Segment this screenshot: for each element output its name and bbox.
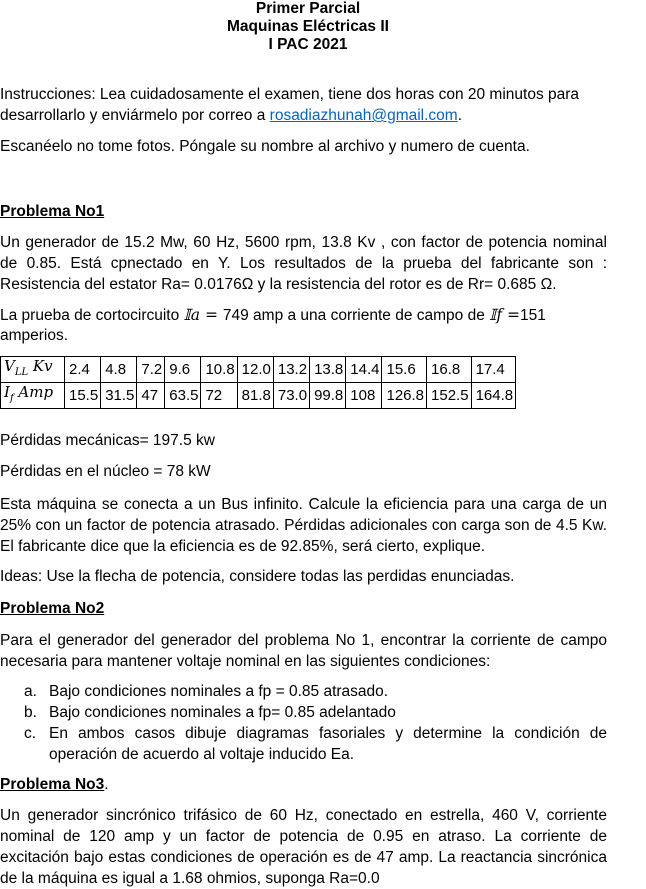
table-cell: 13.8 <box>310 357 346 383</box>
problem1-description: Un generador de 15.2 Mw, 60 Hz, 5600 rpm, 13.8 Kv , con factor de potencia nominal de 0.85. Está cpnectado en Y. Los resultados de la prueba del fabricante son : Resistencia del estator Ra= 0.0176Ω y la resistencia del rotor es de Rr= 0.685 Ω. <box>0 234 607 293</box>
list-item-label: b. <box>24 704 37 721</box>
short-circuit-text-a: La prueba de cortocircuito <box>0 307 184 324</box>
table-cell: 2.4 <box>65 357 101 383</box>
short-circuit-text-c: 151 <box>520 307 546 324</box>
table-cell: 81.8 <box>237 383 273 409</box>
email-link[interactable]: rosadiazhunah@gmail.com <box>269 107 458 124</box>
table-cell: 152.5 <box>427 383 472 409</box>
problem3-heading <box>0 776 109 794</box>
short-circuit-line <box>0 306 546 325</box>
list-item-label: c. <box>24 725 37 742</box>
table-cell: 99.8 <box>310 383 346 409</box>
instructions-line2-prefix: desarrollarlo y enviármelo por correo a <box>0 107 270 124</box>
row-header-voltage: $V_{LL}$ Kv <box>1 357 65 383</box>
problem2-intro: Para el generador del generador del problema No 1, encontrar la corriente de campo necesaria para mantener voltaje nominal en las siguientes condiciones: <box>0 632 607 670</box>
table-cell: 15.5 <box>65 383 101 409</box>
table-cell: 4.8 <box>101 357 137 383</box>
table-cell: 16.8 <box>427 357 472 383</box>
problem1-question: Esta máquina se conecta a un Bus infinito. Calcule la eficiencia para una carga de un 25% con un factor de potencia atrasado. Pérdidas adicionales con carga son de 4.5 Kw. El fabricante dice que la eficiencia es de 92.85%, será cierto, explique. <box>0 496 607 555</box>
problem3-title-suffix: . <box>104 776 109 793</box>
if-symbol: 𝕀f = <box>489 306 521 324</box>
table-row-current <box>1 383 516 409</box>
instructions-line1: Instrucciones: Lea cuidadosamente el examen, tiene dos horas con 20 minutos para <box>0 86 580 103</box>
instructions-line3: Escanéelo no tome fotos. Póngale su nombre al archivo y numero de cuenta. <box>0 138 530 155</box>
table-cell: 164.8 <box>471 383 516 409</box>
problem2-title: Problema No2 <box>0 600 105 617</box>
table-cell: 10.8 <box>201 357 237 383</box>
table-cell: 7.2 <box>137 357 165 383</box>
term-label: I PAC 2021 <box>268 36 348 53</box>
list-item-label: a. <box>24 683 37 700</box>
table-cell: 12.0 <box>237 357 273 383</box>
list-item-text: Bajo condiciones nominales a fp = 0.85 atrasado. <box>49 683 389 700</box>
table-cell: 17.4 <box>471 357 516 383</box>
problem1-ideas: Ideas: Use la flecha de potencia, considere todas las perdidas enunciadas. <box>0 568 515 585</box>
problem3-title: Problema No3 <box>0 776 105 793</box>
list-item-text: En ambos casos dibuje diagramas fasoriales y determine la condición de <box>49 725 607 742</box>
table-cell: 31.5 <box>101 383 137 409</box>
short-circuit-line2: amperios. <box>0 327 69 344</box>
table-cell: 108 <box>346 383 382 409</box>
course-name: Maquinas Eléctricas II <box>227 18 389 35</box>
row-header-current: $I_f$ Amp <box>1 383 65 409</box>
exam-title: Primer Parcial <box>255 0 361 17</box>
table-cell: 9.6 <box>165 357 201 383</box>
instructions-line2-suffix: . <box>457 107 463 124</box>
problem3-description: Un generador sincrónico trifásico de 60 Hz, conectado en estrella, 460 V, corriente nominal de 120 amp y un factor de potencia de 0.95 en atraso. La corriente de excitación bajo estas condiciones de operación es de 47 amp. La reactancia sincrónica de la máquina es igual a 1.68 ohmios, suponga Ra=0.0 <box>0 807 607 887</box>
instructions-line2 <box>0 107 462 125</box>
table-cell: 72 <box>201 383 237 409</box>
list-item-text: operación de acuerdo al voltaje inducido Ea. <box>49 746 355 763</box>
table-cell: 13.2 <box>273 357 309 383</box>
core-losses: Pérdidas en el núcleo = 78 kW <box>0 463 211 480</box>
table-cell: 126.8 <box>382 383 427 409</box>
mechanical-losses: Pérdidas mecánicas= 197.5 kw <box>0 432 215 449</box>
table-row-voltage <box>1 357 516 383</box>
list-item-text: Bajo condiciones nominales a fp= 0.85 adelantado <box>49 704 396 721</box>
short-circuit-text-b: 749 amp a una corriente de campo de <box>222 307 490 324</box>
table-cell: 73.0 <box>273 383 309 409</box>
table-cell: 47 <box>137 383 165 409</box>
table-cell: 63.5 <box>165 383 201 409</box>
ia-symbol: 𝕀a = <box>183 306 223 324</box>
problem1-title: Problema No1 <box>0 203 105 220</box>
table-cell: 14.4 <box>346 357 382 383</box>
test-data-table <box>0 356 516 409</box>
table-cell: 15.6 <box>382 357 427 383</box>
